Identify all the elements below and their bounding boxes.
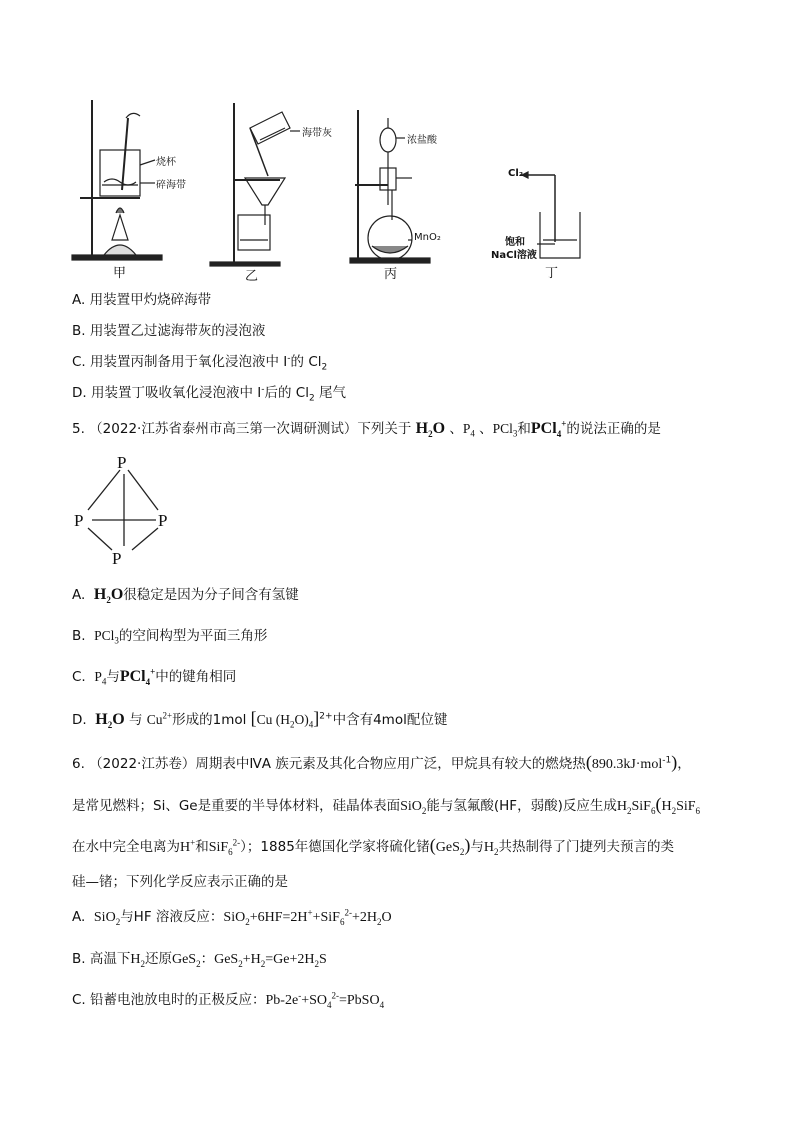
q6-line-2: 是常见燃料；Si、Ge是重要的半导体材料，硅晶体表面SiO$_2$能与氢氟酸(HF，弱酸)反应生成$H_2SiF_6(H_2SiF_6$ [72, 794, 701, 816]
q6-option-c: C. 铅蓄电池放电时的正极反应：$Pb-2e^-+SO_4^{2-}=PbSO_4$ [72, 990, 385, 1010]
beaker-label: 烧杯 [156, 157, 176, 168]
oxide-label: MnO₂ [414, 232, 441, 243]
apparatus-yi [210, 103, 300, 266]
apparatus-figure [0, 0, 794, 290]
seaweed-label: 碎海带 [156, 180, 186, 191]
q6-option-a: A. SiO$_2$与HF 溶液反应：$SiO_2+6HF=2H^++SiF_6^{2-}+2H_2O$ [72, 907, 392, 927]
p4-structure [70, 450, 190, 580]
solution-label-1: 饱和 [505, 237, 525, 248]
caption-yi: 乙 [245, 269, 259, 284]
p4-atom-right: P [158, 511, 168, 530]
q5-stem: 5. （2022·江苏省泰州市高三第一次调研测试）下列关于 $H_2O$ 、$P_4$ 、PCl$_3$和PCl$_4$+的说法正确的是 [72, 418, 661, 440]
gas-label: Cl₂ [508, 168, 524, 179]
p4-atom-bottom: P [112, 549, 122, 568]
q4-option-d: D. 用装置丁吸收氧化浸泡液中 I-后的 $Cl_2$ 尾气 [72, 384, 347, 404]
q5-option-b: B. PCl$_3$的空间构型为平面三角形 [72, 628, 268, 646]
q6-line-4: 硅—锗；下列化学反应表示正确的是 [72, 874, 288, 890]
q4-option-b: B. 用装置乙过滤海带灰的浸泡液 [72, 323, 266, 339]
q6-line-1: 6. （2022·江苏卷）周期表中ⅣA 族元素及其化合物应用广泛，甲烷具有较大的燃烧热(890.3kJ·mol$^{-1}$)， [72, 752, 691, 772]
apparatus-jia [72, 100, 162, 260]
acid-label: 浓盐酸 [407, 135, 437, 146]
caption-ding: 丁 [545, 266, 559, 281]
q4-option-c: C. 用装置丙制备用于氧化浸泡液中 I-的 $Cl_2$ [72, 353, 328, 373]
q5-option-a: A. $H_2O$很稳定是因为分子间含有氢键 [72, 586, 299, 606]
q5-option-d: D. $H_2O$ 与 $Cu^{2+}$形成的1mol [Cu $(H_2O)_4]^{2+}$中含有4mol配位键 [72, 708, 448, 731]
ash-label: 海带灰 [302, 128, 332, 139]
p4-atom-top: P [117, 453, 127, 472]
caption-jia: 甲 [113, 266, 127, 281]
caption-bing: 丙 [384, 267, 398, 282]
q4-option-a: A. 用装置甲灼烧碎海带 [72, 292, 212, 308]
solution-label-2: NaCl溶液 [491, 250, 537, 261]
q5-option-c: C. $P_4$与PCl$_4$+中的键角相同 [72, 666, 237, 688]
q6-option-b: B. 高温下$H_2$还原GeS$_2$：$GeS_2+H_2=Ge+2H_2S$ [72, 951, 327, 969]
q6-line-3: 在水中完全电离为H+和SiF$_6^{2-}$）；1885年德国化学家将硫化锗(GeS$_2$)与$H_2$共热制得了门捷列夫预言的类 [72, 835, 675, 857]
p4-atom-left: P [74, 511, 84, 530]
